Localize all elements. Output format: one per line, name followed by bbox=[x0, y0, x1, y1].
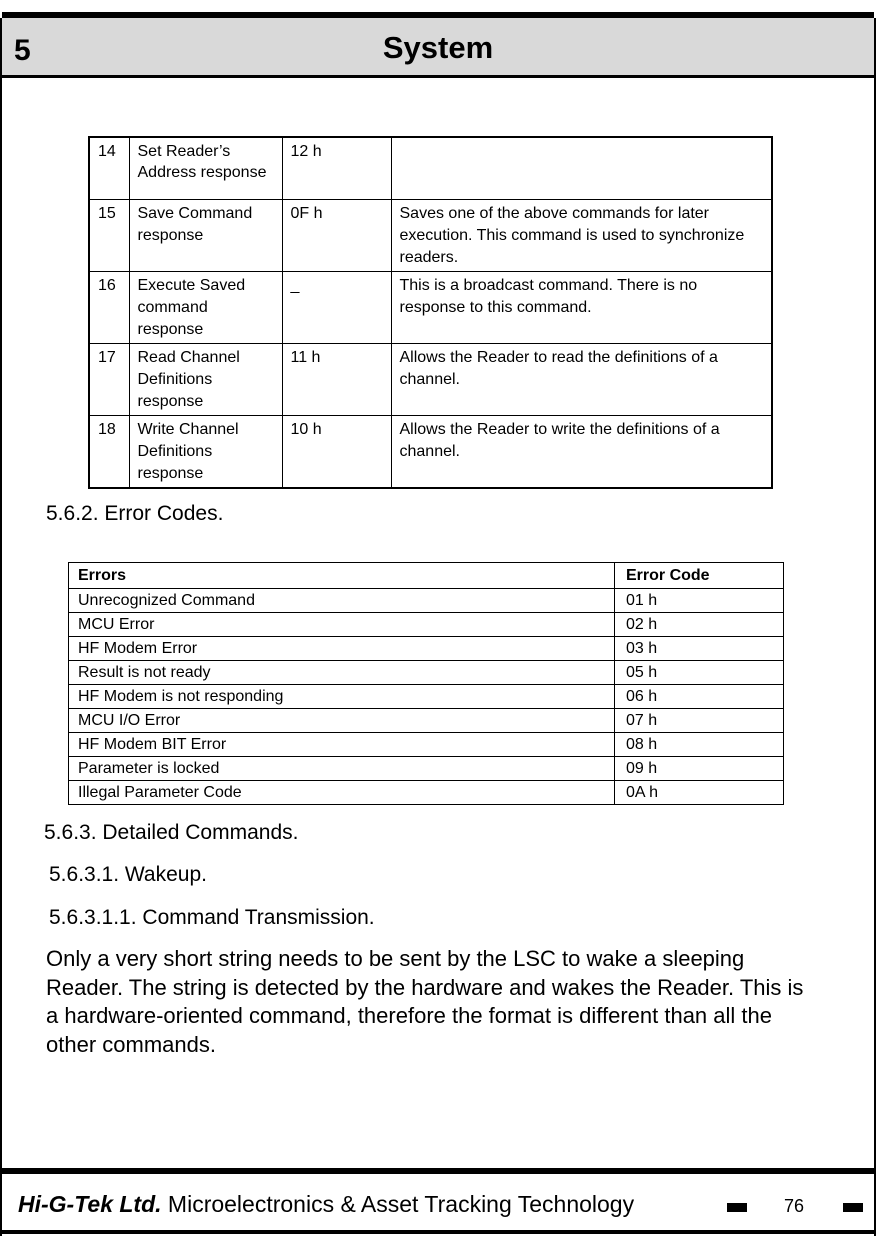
error-code: 07 h bbox=[615, 709, 784, 733]
error-code: 06 h bbox=[615, 685, 784, 709]
table-row bbox=[69, 781, 784, 805]
error-code: 02 h bbox=[615, 613, 784, 637]
cmd-name: Set Reader’s Address response bbox=[129, 137, 282, 199]
error-name: HF Modem is not responding bbox=[69, 685, 615, 709]
cmd-name: Write Channel Definitions response bbox=[129, 415, 282, 488]
error-code: 03 h bbox=[615, 637, 784, 661]
error-name: Parameter is locked bbox=[69, 757, 615, 781]
cmd-code: 10 h bbox=[282, 415, 391, 488]
cmd-name: Read Channel Definitions response bbox=[129, 343, 282, 415]
error-name: Illegal Parameter Code bbox=[69, 781, 615, 805]
error-code: 05 h bbox=[615, 661, 784, 685]
cmd-name: Execute Saved command response bbox=[129, 271, 282, 343]
table-row bbox=[89, 137, 772, 199]
footer-rule-top bbox=[2, 1168, 874, 1174]
table-row bbox=[89, 343, 772, 415]
error-name: Unrecognized Command bbox=[69, 589, 615, 613]
page-number: 76 bbox=[784, 1196, 805, 1216]
error-name: HF Modem BIT Error bbox=[69, 733, 615, 757]
chapter-number: 5 bbox=[14, 34, 31, 67]
table-row bbox=[69, 637, 784, 661]
table-row bbox=[69, 685, 784, 709]
error-code: 01 h bbox=[615, 589, 784, 613]
section-heading-error-codes: 5.6.2. Error Codes. bbox=[46, 502, 224, 525]
body-paragraph: Only a very short string needs to be sent by the LSC to wake a sleeping Reader. The string is detected by the hardware and wakes the Reader. This is a hardware-oriented command, therefore the format is different than all the other commands. bbox=[46, 946, 804, 1057]
table-row bbox=[69, 757, 784, 781]
section-heading-detailed-commands: 5.6.3. Detailed Commands. bbox=[44, 821, 299, 844]
cmd-description: Allows the Reader to read the definitions of a channel. bbox=[391, 343, 772, 415]
cmd-description: Allows the Reader to write the definitions of a channel. bbox=[391, 415, 772, 488]
error-name: Result is not ready bbox=[69, 661, 615, 685]
table-row bbox=[69, 661, 784, 685]
column-header-error-code: Error Code bbox=[615, 563, 784, 589]
cmd-code: 0F h bbox=[282, 199, 391, 271]
cmd-num: 17 bbox=[89, 343, 129, 415]
chapter-header bbox=[2, 12, 874, 78]
section-heading-command-transmission: 5.6.3.1.1. Command Transmission. bbox=[49, 906, 375, 929]
table-row bbox=[69, 589, 784, 613]
page-frame-left bbox=[0, 18, 2, 1236]
page-marker-left bbox=[727, 1203, 747, 1212]
error-code: 0A h bbox=[615, 781, 784, 805]
cmd-num: 14 bbox=[89, 137, 129, 199]
table-row bbox=[89, 415, 772, 488]
footer-text bbox=[18, 1191, 634, 1218]
page-marker-right bbox=[843, 1203, 863, 1212]
error-code: 09 h bbox=[615, 757, 784, 781]
section-heading-wakeup: 5.6.3.1. Wakeup. bbox=[49, 863, 207, 886]
cmd-code: _ bbox=[282, 271, 391, 343]
footer-brand: Hi-G-Tek Ltd. bbox=[18, 1191, 162, 1217]
table-row bbox=[89, 199, 772, 271]
error-codes-table bbox=[68, 562, 784, 805]
table-header-row bbox=[69, 563, 784, 589]
footer-rule-bottom bbox=[2, 1230, 874, 1234]
cmd-code: 11 h bbox=[282, 343, 391, 415]
table-row bbox=[69, 613, 784, 637]
cmd-num: 15 bbox=[89, 199, 129, 271]
error-code: 08 h bbox=[615, 733, 784, 757]
table-row bbox=[89, 271, 772, 343]
error-name: MCU I/O Error bbox=[69, 709, 615, 733]
table-row bbox=[69, 733, 784, 757]
cmd-num: 18 bbox=[89, 415, 129, 488]
error-name: MCU Error bbox=[69, 613, 615, 637]
command-table bbox=[88, 136, 773, 489]
cmd-num: 16 bbox=[89, 271, 129, 343]
chapter-title: System bbox=[382, 30, 494, 65]
cmd-code: 12 h bbox=[282, 137, 391, 199]
cmd-description bbox=[391, 137, 772, 199]
column-header-errors: Errors bbox=[69, 563, 615, 589]
footer-tagline: Microelectronics & Asset Tracking Technology bbox=[161, 1191, 635, 1217]
cmd-name: Save Command response bbox=[129, 199, 282, 271]
table-row bbox=[69, 709, 784, 733]
error-name: HF Modem Error bbox=[69, 637, 615, 661]
cmd-description: This is a broadcast command. There is no response to this command. bbox=[391, 271, 772, 343]
cmd-description: Saves one of the above commands for later execution. This command is used to synchronize readers. bbox=[391, 199, 772, 271]
